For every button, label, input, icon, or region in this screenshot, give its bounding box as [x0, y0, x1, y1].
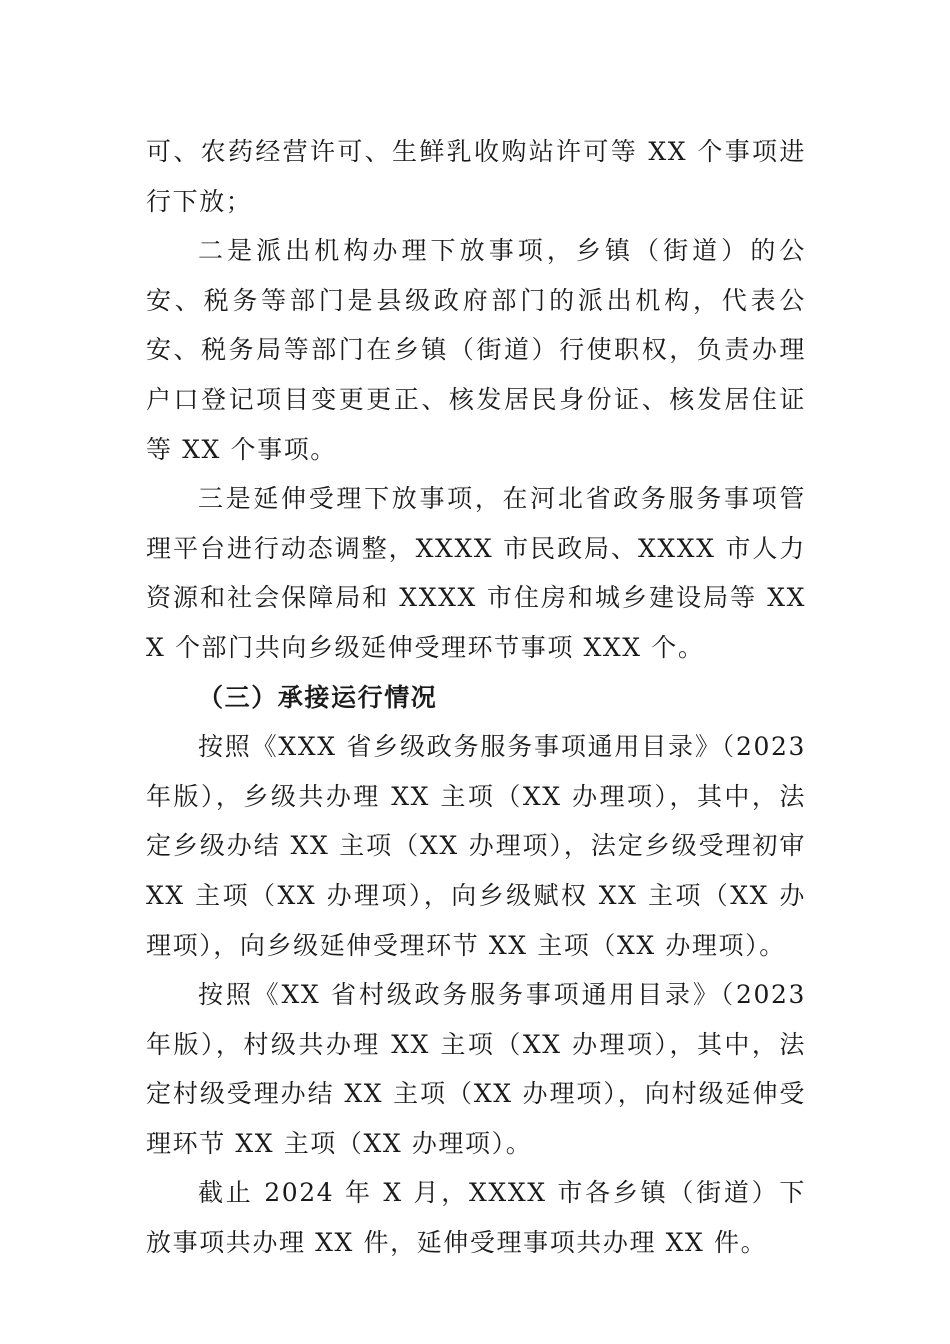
paragraph-handling-statistics: 截止 2024 年 X 月，XXXX 市各乡镇（街道）下放事项共办理 XX 件，延伸受理事项共办理 XX 件。: [146, 1178, 806, 1258]
paragraph-dispatched-agencies: 二是派出机构办理下放事项，乡镇（街道）的公安、税务等部门是县级政府部门的派出机构，代表公安、税务局等部门在乡镇（街道）行使职权，负责办理户口登记项目变更更正、核发居民身份证、核发居住证等 XX 个事项。: [146, 236, 806, 464]
document-body: [146, 127, 806, 1268]
paragraph-township-catalog: 按照《XXX 省乡级政务服务事项通用目录》（2023 年版），乡级共办理 XX 主项（XX 办理项），其中，法定乡级办结 XX 主项（XX 办理项），法定乡级受理初审 XX 主项（XX 办理项），向乡级赋权 XX 主项（XX 办理项），向乡级延伸受理环节 XX 主项（XX 办理项）。: [146, 732, 806, 960]
paragraph-continuation: 可、农药经营许可、生鲜乳收购站许可等 XX 个事项进行下放；: [146, 137, 806, 216]
section-heading: （三）承接运行情况: [198, 682, 438, 712]
paragraph-village-catalog: 按照《XX 省村级政务服务事项通用目录》（2023 年版），村级共办理 XX 主项（XX 办理项），其中，法定村级受理办结 XX 主项（XX 办理项），向村级延伸受理环节 XX 主项（XX 办理项）。: [146, 980, 806, 1158]
paragraph-extended-acceptance: 三是延伸受理下放事项，在河北省政务服务事项管理平台进行动态调整，XXXX 市民政局、XXXX 市人力资源和社会保障局和 XXXX 市住房和城乡建设局等 XXX 个部门共向乡级延伸受理环节事项 XXX 个。: [146, 484, 806, 662]
